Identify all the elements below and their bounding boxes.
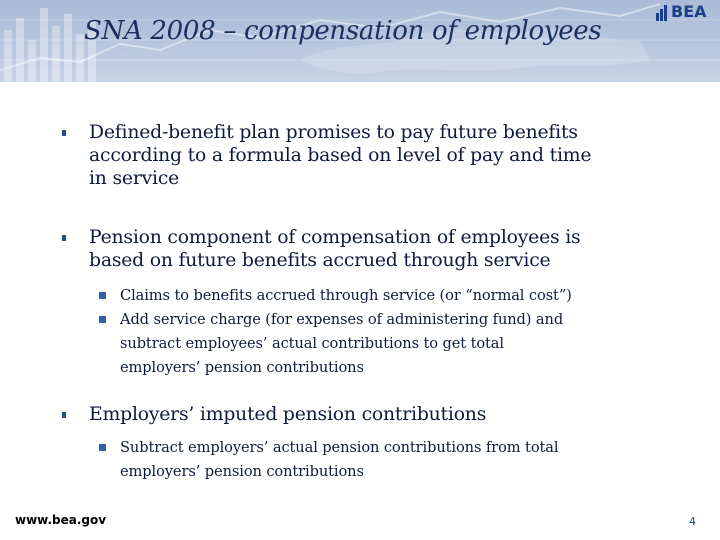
square-sub-bullet-icon <box>99 444 106 451</box>
bullet-3-subitems <box>62 436 682 484</box>
sub-bullet-2-1-line-1: Claims to benefits accrued through service (or “normal cost”) <box>120 287 572 304</box>
sub-bullet-3-1-line-1: Subtract employers’ actual pension contributions from total <box>120 439 559 456</box>
bullet-3-line-1: Employers’ imputed pension contributions <box>89 404 487 425</box>
sub-bullet-3-1 <box>62 436 682 484</box>
square-sub-bullet-icon <box>99 292 106 299</box>
page-number: 4 <box>689 515 696 528</box>
square-bullet-icon <box>62 130 66 136</box>
footer-url-link[interactable]: www.bea.gov <box>15 513 107 527</box>
sub-bullet-3-1-line-2: employers’ pension contributions <box>120 463 364 480</box>
bullet-1-line-2: according to a formula based on level of pay and time <box>89 145 592 166</box>
bullet-1-line-3: in service <box>89 168 180 189</box>
sub-bullet-2-2 <box>62 308 682 380</box>
sub-bullet-2-1 <box>62 284 682 308</box>
sub-bullet-2-2-line-1: Add service charge (for expenses of administering fund) and <box>120 311 564 328</box>
bea-logo-text: BEA <box>671 2 707 21</box>
sub-bullet-2-2-line-3: employers’ pension contributions <box>120 359 364 376</box>
bullet-2 <box>62 226 682 272</box>
square-bullet-icon <box>62 412 66 418</box>
bea-logo-icon <box>656 5 670 21</box>
bullet-1-line-1: Defined-benefit plan promises to pay future benefits <box>89 122 578 143</box>
bullet-2-line-1: Pension component of compensation of employees is <box>89 227 581 248</box>
bullet-3 <box>62 403 682 426</box>
bullet-1 <box>62 121 682 190</box>
square-bullet-icon <box>62 235 66 241</box>
square-sub-bullet-icon <box>99 316 106 323</box>
slide-title: SNA 2008 – compensation of employees <box>84 16 602 46</box>
bullet-2-subitems <box>62 284 682 380</box>
slide-header <box>0 0 720 82</box>
sub-bullet-2-2-line-2: subtract employees’ actual contributions to get total <box>120 335 504 352</box>
bullet-2-line-2: based on future benefits accrued through service <box>89 250 551 271</box>
